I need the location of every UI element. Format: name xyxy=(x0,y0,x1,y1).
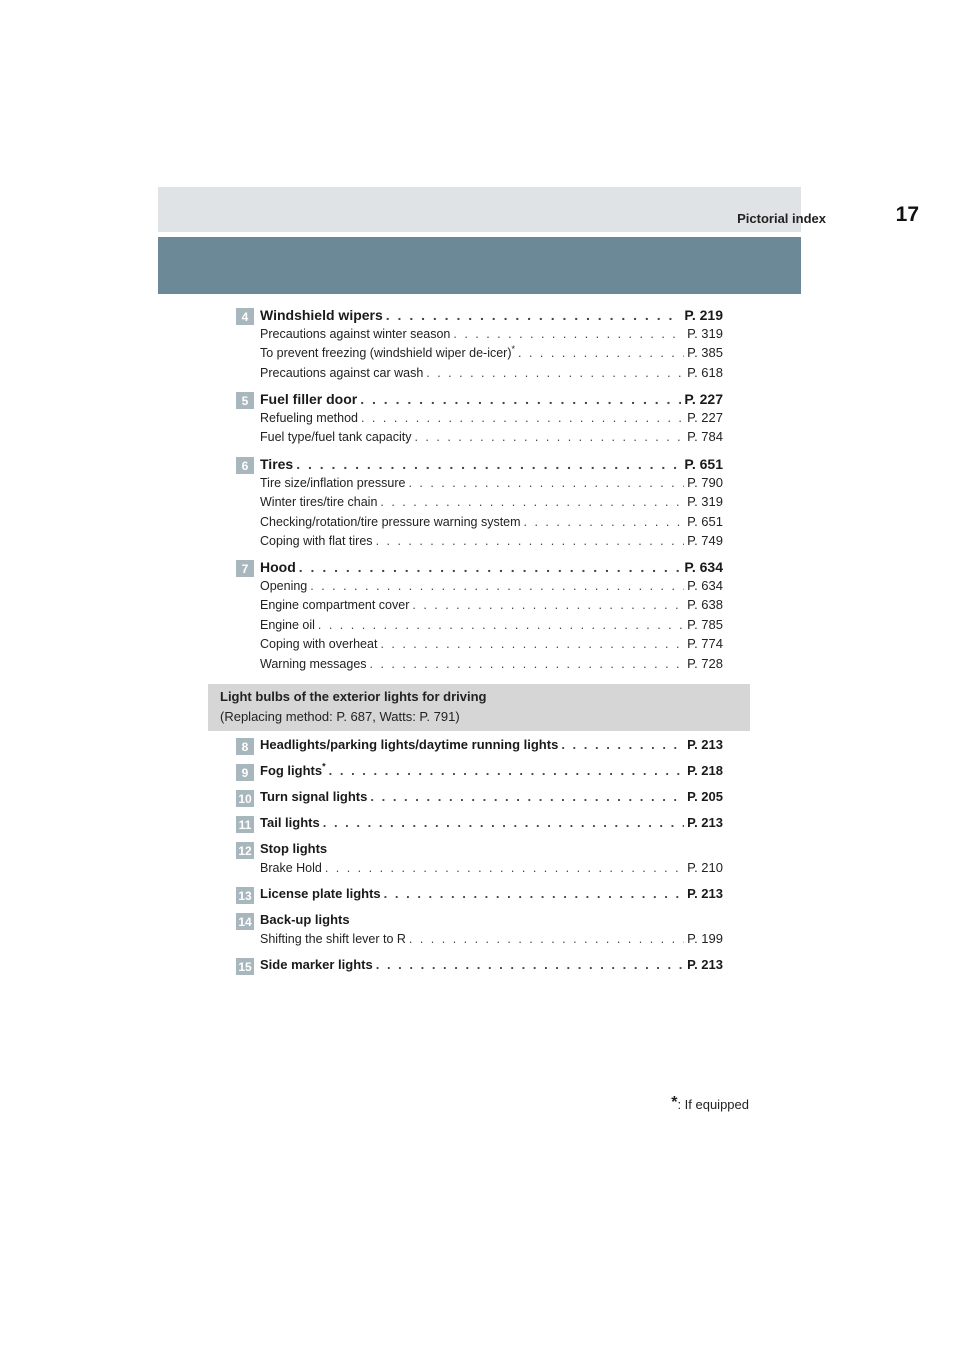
page-reference: P. 227 xyxy=(684,391,723,407)
page-reference: P. 749 xyxy=(687,533,723,549)
index-entry-main[interactable] xyxy=(260,886,723,905)
page-reference: P. 213 xyxy=(687,886,723,901)
leader-dots xyxy=(296,456,681,472)
index-subentry[interactable] xyxy=(260,365,723,384)
entry-label: Fuel filler door xyxy=(260,391,358,407)
leader-dots xyxy=(453,327,684,341)
index-entry-windshield-wipers xyxy=(260,307,723,384)
subentry-label: Coping with overheat xyxy=(260,637,378,652)
entry-label: Hood xyxy=(260,559,296,575)
leader-dots xyxy=(384,886,684,901)
header-band xyxy=(158,187,801,232)
if-equipped-star: * xyxy=(322,761,326,772)
page-reference: P. 774 xyxy=(687,636,723,652)
page-reference: P. 785 xyxy=(687,616,723,632)
entry-label: License plate lights xyxy=(260,886,381,901)
index-entry-headlights xyxy=(260,737,723,756)
section-title: Pictorial index xyxy=(737,211,826,226)
entry-label: Stop lights xyxy=(260,841,328,856)
leader-dots xyxy=(370,657,685,671)
index-entry-license-plate-lights xyxy=(260,886,723,905)
entry-label: Turn signal lights xyxy=(260,789,368,804)
index-entry-tail-lights xyxy=(260,815,723,834)
index-subentry[interactable] xyxy=(260,860,723,879)
subentry-label: Opening xyxy=(260,579,308,593)
light-bulbs-box xyxy=(208,684,750,731)
index-entry-fuel-filler-door xyxy=(260,391,723,449)
leader-dots xyxy=(323,815,684,830)
leader-dots xyxy=(518,346,684,360)
index-subentry[interactable] xyxy=(260,514,723,533)
index-subentry[interactable] xyxy=(260,578,723,597)
index-subentry[interactable] xyxy=(260,475,723,494)
leader-dots xyxy=(325,861,684,875)
page-reference: P. 651 xyxy=(684,456,723,472)
leader-dots xyxy=(380,495,684,509)
page-reference: P. 227 xyxy=(687,410,723,425)
index-entry-main xyxy=(260,841,723,860)
leader-dots xyxy=(386,307,682,323)
leader-dots xyxy=(299,559,682,575)
index-subentry[interactable] xyxy=(260,533,723,552)
index-number-badge: 14 xyxy=(236,913,254,930)
index-entry-back-up-lights xyxy=(260,912,723,950)
index-subentry[interactable] xyxy=(260,931,723,950)
entry-label: Fog lights xyxy=(260,763,323,778)
subentry-label: Precautions against winter season xyxy=(260,327,451,341)
entry-label: Tires xyxy=(260,456,294,472)
index-number-badge: 11 xyxy=(236,816,254,833)
subentry-label: Engine oil xyxy=(260,617,315,632)
leader-dots xyxy=(561,737,684,752)
subentry-label: Winter tires/tire chain xyxy=(260,495,378,510)
index-entry-main[interactable] xyxy=(260,957,723,976)
entry-label: Windshield wipers xyxy=(260,307,383,323)
if-equipped-star: * xyxy=(511,344,516,355)
index-number-badge: 7 xyxy=(236,560,254,577)
index-entry-main[interactable] xyxy=(260,391,723,410)
index-entry-main[interactable] xyxy=(260,763,723,782)
page-reference: P. 219 xyxy=(684,307,723,323)
index-subentry[interactable] xyxy=(260,617,723,636)
index-subentry[interactable] xyxy=(260,429,723,448)
index-number-badge: 13 xyxy=(236,887,254,904)
subentry-label: Refueling method xyxy=(260,411,358,425)
subentry-label: Precautions against car wash xyxy=(260,365,424,380)
entry-label: Tail lights xyxy=(260,815,320,830)
light-bulbs-title: Light bulbs of the exterior lights for driving xyxy=(220,689,487,704)
leader-dots xyxy=(412,598,684,612)
page-reference: P. 618 xyxy=(687,364,723,380)
entry-label: Headlights/parking lights/daytime running lights xyxy=(260,737,559,752)
index-entry-hood xyxy=(260,559,723,675)
index-entry-fog-lights xyxy=(260,763,723,782)
subentry-label: Tire size/inflation pressure xyxy=(260,476,406,490)
page-reference: P. 218 xyxy=(687,763,723,778)
leader-dots xyxy=(310,579,684,593)
leader-dots xyxy=(360,391,681,407)
footnote-star: * xyxy=(671,1094,678,1111)
page-reference: P. 199 xyxy=(687,931,723,946)
page-reference: P. 319 xyxy=(687,494,723,510)
page-reference: P. 213 xyxy=(687,737,723,752)
index-number-badge: 4 xyxy=(236,308,254,325)
index-subentry[interactable] xyxy=(260,636,723,655)
index-number-badge: 15 xyxy=(236,958,254,975)
leader-dots xyxy=(370,789,684,804)
page-reference: P. 728 xyxy=(687,655,723,671)
footnote xyxy=(671,1094,749,1112)
page-reference: P. 213 xyxy=(687,815,723,830)
subentry-label: Shifting the shift lever to R xyxy=(260,932,406,946)
page-reference: P. 210 xyxy=(687,860,723,875)
index-subentry[interactable] xyxy=(260,410,723,429)
index-entry-main[interactable] xyxy=(260,737,723,756)
index-number-badge: 12 xyxy=(236,842,254,859)
page-reference: P. 790 xyxy=(687,475,723,490)
page-reference: P. 634 xyxy=(684,559,723,575)
index-entry-main[interactable] xyxy=(260,456,723,475)
index-entry-turn-signal-lights xyxy=(260,789,723,808)
leader-dots xyxy=(409,932,684,946)
entry-label: Back-up lights xyxy=(260,912,350,927)
page-reference: P. 385 xyxy=(687,345,723,361)
index-entry-side-marker-lights xyxy=(260,957,723,976)
index-number-badge: 5 xyxy=(236,392,254,409)
subentry-label: Brake Hold xyxy=(260,861,322,875)
index-entry-main[interactable] xyxy=(260,559,723,578)
page-reference: P. 205 xyxy=(687,789,723,804)
index-entry-tires xyxy=(260,456,723,553)
index-number-badge: 8 xyxy=(236,738,254,755)
subentry-label: Engine compartment cover xyxy=(260,598,410,613)
leader-dots xyxy=(376,957,684,972)
index-subentry[interactable] xyxy=(260,345,723,364)
index-entry-main xyxy=(260,912,723,931)
leader-dots xyxy=(329,763,684,778)
index-entry-stop-lights xyxy=(260,841,723,879)
subentry-label: To prevent freezing (windshield wiper de-icer) xyxy=(260,346,512,361)
leader-dots xyxy=(376,534,685,548)
page-reference: P. 319 xyxy=(687,326,723,341)
index-subentry[interactable] xyxy=(260,656,723,675)
slate-band xyxy=(158,237,801,294)
subentry-label: Checking/rotation/tire pressure warning system xyxy=(260,514,521,529)
index-number-badge: 9 xyxy=(236,764,254,781)
index-number-badge: 6 xyxy=(236,457,254,474)
page-reference: P. 213 xyxy=(687,957,723,972)
index-number-badge: 10 xyxy=(236,790,254,807)
index-subentry[interactable] xyxy=(260,326,723,345)
page-reference: P. 638 xyxy=(687,597,723,613)
leader-dots xyxy=(524,515,685,529)
subentry-label: Coping with flat tires xyxy=(260,534,373,549)
page-reference: P. 651 xyxy=(687,513,723,529)
light-bulbs-subtitle: (Replacing method: P. 687, Watts: P. 791) xyxy=(220,709,460,724)
index-subentry[interactable] xyxy=(260,597,723,616)
entry-label: Side marker lights xyxy=(260,957,373,972)
index-entry-main[interactable] xyxy=(260,815,723,834)
subentry-label: Fuel type/fuel tank capacity xyxy=(260,430,412,445)
leader-dots xyxy=(414,430,684,444)
footnote-text: : If equipped xyxy=(677,1097,749,1112)
leader-dots xyxy=(408,476,684,490)
leader-dots xyxy=(318,618,684,632)
page-reference: P. 784 xyxy=(687,429,723,445)
index-subentry[interactable] xyxy=(260,494,723,513)
page-reference: P. 634 xyxy=(687,578,723,593)
subentry-label: Warning messages xyxy=(260,656,367,671)
leader-dots xyxy=(426,366,684,380)
index-entry-main[interactable] xyxy=(260,307,723,326)
index-entry-main[interactable] xyxy=(260,789,723,808)
leader-dots xyxy=(361,411,684,425)
leader-dots xyxy=(380,637,684,651)
page-number: 17 xyxy=(895,203,919,226)
